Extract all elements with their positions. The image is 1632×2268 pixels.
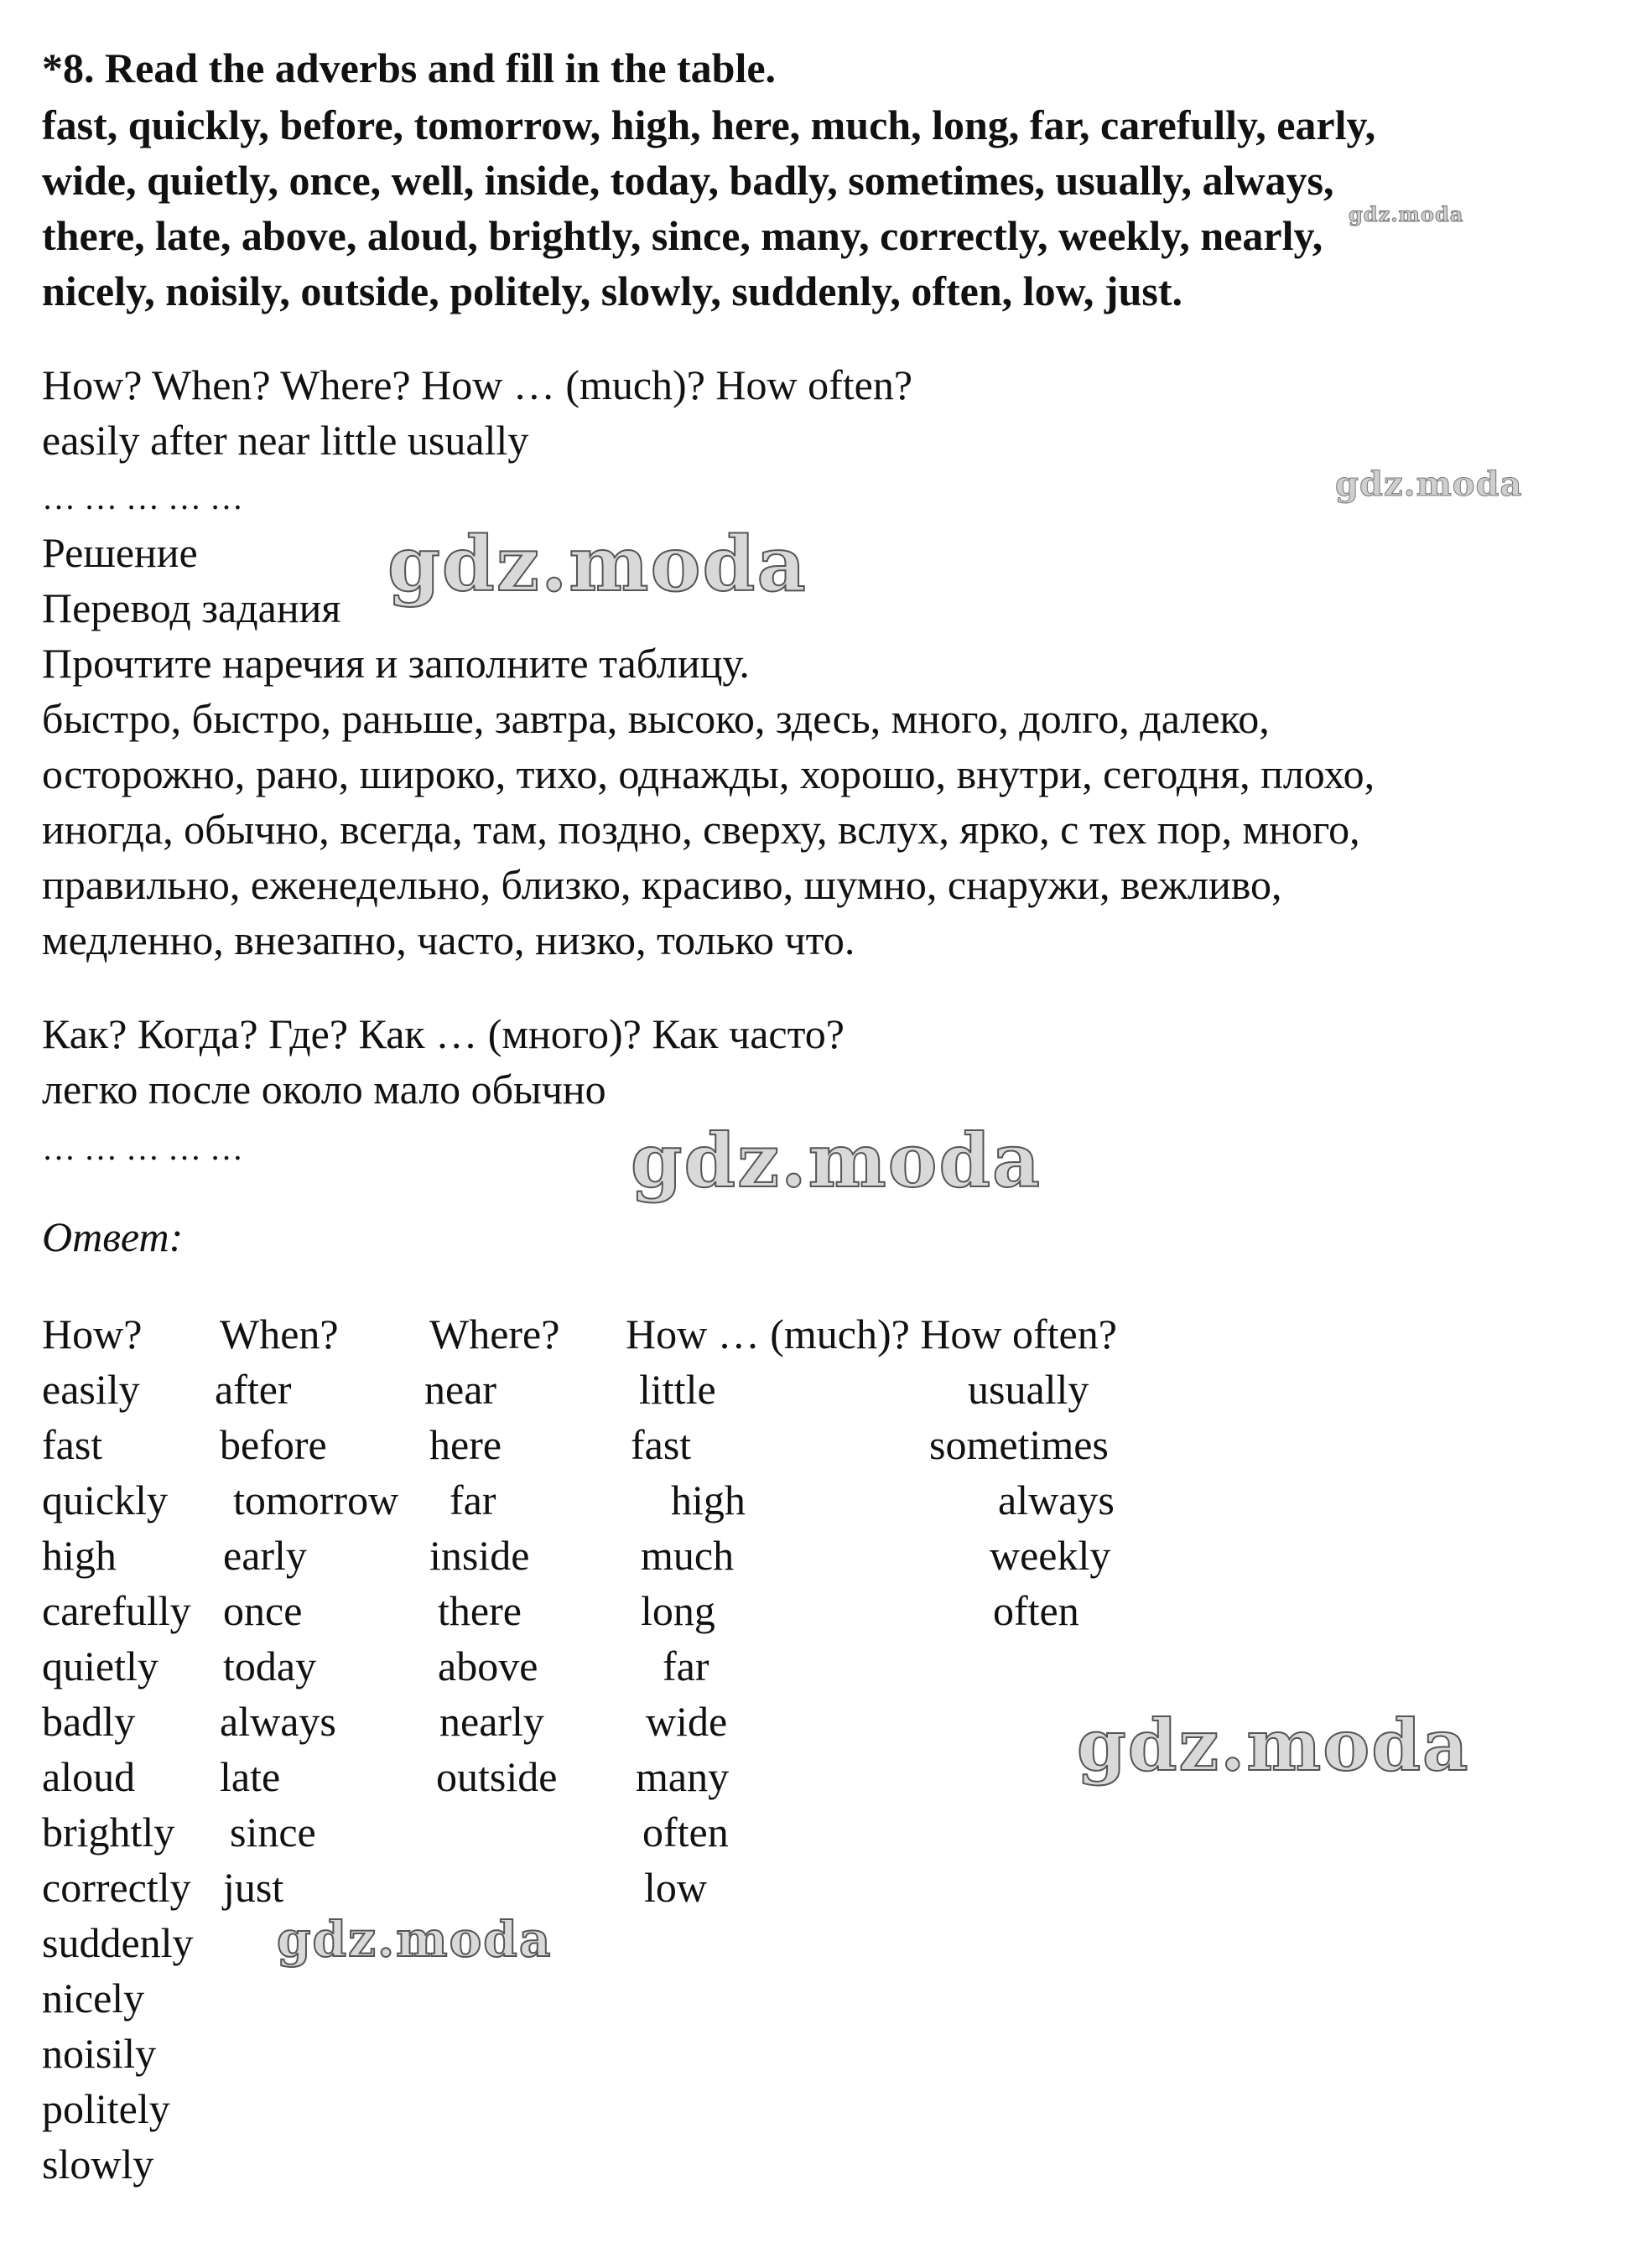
answer-cell-how-much: high xyxy=(671,1477,746,1523)
answer-cell-when: just xyxy=(223,1864,284,1911)
solution-word-line: иногда, обычно, всегда, там, поздно, сверху, вслух, ярко, с тех пор, много, xyxy=(42,806,1360,853)
answer-cell-how-much: long xyxy=(641,1587,715,1634)
answer-header-where: Where? xyxy=(429,1310,560,1357)
solution-examples: легко после около мало обычно xyxy=(42,1066,606,1113)
answer-cell-how-much: little xyxy=(639,1366,716,1413)
answer-cell-how-much: low xyxy=(644,1864,707,1911)
answer-cell-how-much: often xyxy=(642,1809,729,1855)
answer-cell-how: quietly xyxy=(42,1643,159,1689)
solution-word-line: правильно, еженедельно, близко, красиво, шумно, снаружи, вежливо, xyxy=(42,861,1282,908)
answer-cell-where: inside xyxy=(429,1532,530,1579)
answer-cell-how-often: sometimes xyxy=(929,1421,1109,1468)
solution-dots: … … … … … xyxy=(42,1129,243,1167)
answer-cell-when: today xyxy=(223,1643,317,1689)
answer-cell-where: here xyxy=(429,1421,502,1468)
answer-label: Ответ: xyxy=(42,1213,184,1260)
answer-cell-how: aloud xyxy=(42,1753,136,1800)
task-table-header: How? When? Where? How … (much)? How often? xyxy=(42,361,913,408)
task-word-line: wide, quietly, once, well, inside, today, badly, sometimes, usually, always, xyxy=(42,157,1334,204)
answer-cell-when: since xyxy=(230,1809,316,1855)
task-dots: … … … … … xyxy=(42,479,243,516)
watermark: gdz.moda xyxy=(1335,464,1523,504)
answer-cell-when: late xyxy=(220,1753,281,1800)
watermark: gdz.moda xyxy=(631,1117,1042,1204)
answer-cell-where: far xyxy=(450,1477,496,1523)
answer-cell-how-often: usually xyxy=(968,1366,1089,1413)
answer-cell-how-often: often xyxy=(993,1587,1079,1634)
answer-cell-where: outside xyxy=(436,1753,558,1800)
task-word-line: fast, quickly, before, tomorrow, high, here, much, long, far, carefully, early, xyxy=(42,101,1376,148)
watermark: gdz.moda xyxy=(1077,1704,1470,1787)
answer-cell-where: there xyxy=(438,1587,522,1634)
answer-cell-how: easily xyxy=(42,1366,140,1413)
answer-cell-how-much: fast xyxy=(631,1421,692,1468)
answer-cell-how-much: far xyxy=(663,1643,709,1689)
answer-cell-how: politely xyxy=(42,2085,170,2132)
task-heading: *8. Read the adverbs and fill in the table. xyxy=(42,44,777,91)
answer-cell-how: brightly xyxy=(42,1809,175,1855)
solution-word-line: быстро, быстро, раньше, завтра, высоко, здесь, много, долго, далеко, xyxy=(42,695,1270,742)
answer-header-how: How? xyxy=(42,1310,143,1357)
watermark: gdz.moda xyxy=(387,520,808,609)
answer-cell-how: quickly xyxy=(42,1477,168,1523)
watermark: gdz.moda xyxy=(277,1911,553,1968)
answer-cell-how: correctly xyxy=(42,1864,191,1911)
answer-cell-how-much: much xyxy=(641,1532,735,1579)
answer-cell-when: once xyxy=(223,1587,303,1634)
answer-cell-how: nicely xyxy=(42,1975,145,2021)
answer-cell-how-often: always xyxy=(998,1477,1115,1523)
answer-cell-how-much: wide xyxy=(646,1698,728,1745)
answer-cell-how-much: many xyxy=(636,1753,730,1800)
task-examples: easily after near little usually xyxy=(42,417,529,464)
answer-cell-how: suddenly xyxy=(42,1919,194,1966)
task-word-line: nicely, noisily, outside, politely, slowly, suddenly, often, low, just. xyxy=(42,267,1182,314)
task-word-line: there, late, above, aloud, brightly, since, many, correctly, weekly, nearly, xyxy=(42,212,1323,259)
answer-cell-when: tomorrow xyxy=(233,1477,399,1523)
translation-title: Перевод задания xyxy=(42,584,341,631)
answer-cell-how: noisily xyxy=(42,2030,157,2077)
answer-header-how-much-often: How … (much)? How often? xyxy=(626,1310,1117,1357)
answer-cell-where: nearly xyxy=(439,1698,544,1745)
solution-table-header: Как? Когда? Где? Как … (много)? Как часто? xyxy=(42,1010,845,1057)
watermark: gdz.moda xyxy=(1349,202,1464,226)
answer-cell-when: after xyxy=(215,1366,292,1413)
solution-word-line: медленно, внезапно, часто, низко, только что. xyxy=(42,916,855,963)
answer-cell-when: always xyxy=(220,1698,336,1745)
solution-word-line: осторожно, рано, широко, тихо, однажды, хорошо, внутри, сегодня, плохо, xyxy=(42,750,1375,797)
answer-header-when: When? xyxy=(220,1310,339,1357)
answer-cell-where: above xyxy=(438,1643,538,1689)
answer-cell-how: carefully xyxy=(42,1587,191,1634)
answer-cell-when: before xyxy=(220,1421,327,1468)
answer-cell-when: early xyxy=(223,1532,307,1579)
answer-cell-where: near xyxy=(424,1366,497,1413)
answer-cell-how: badly xyxy=(42,1698,136,1745)
solution-title: Решение xyxy=(42,529,198,576)
answer-cell-how: fast xyxy=(42,1421,103,1468)
answer-cell-how-often: weekly xyxy=(990,1532,1111,1579)
solution-instruction: Прочтите наречия и заполните таблицу. xyxy=(42,640,750,687)
answer-cell-how: slowly xyxy=(42,2141,154,2188)
answer-cell-how: high xyxy=(42,1532,117,1579)
